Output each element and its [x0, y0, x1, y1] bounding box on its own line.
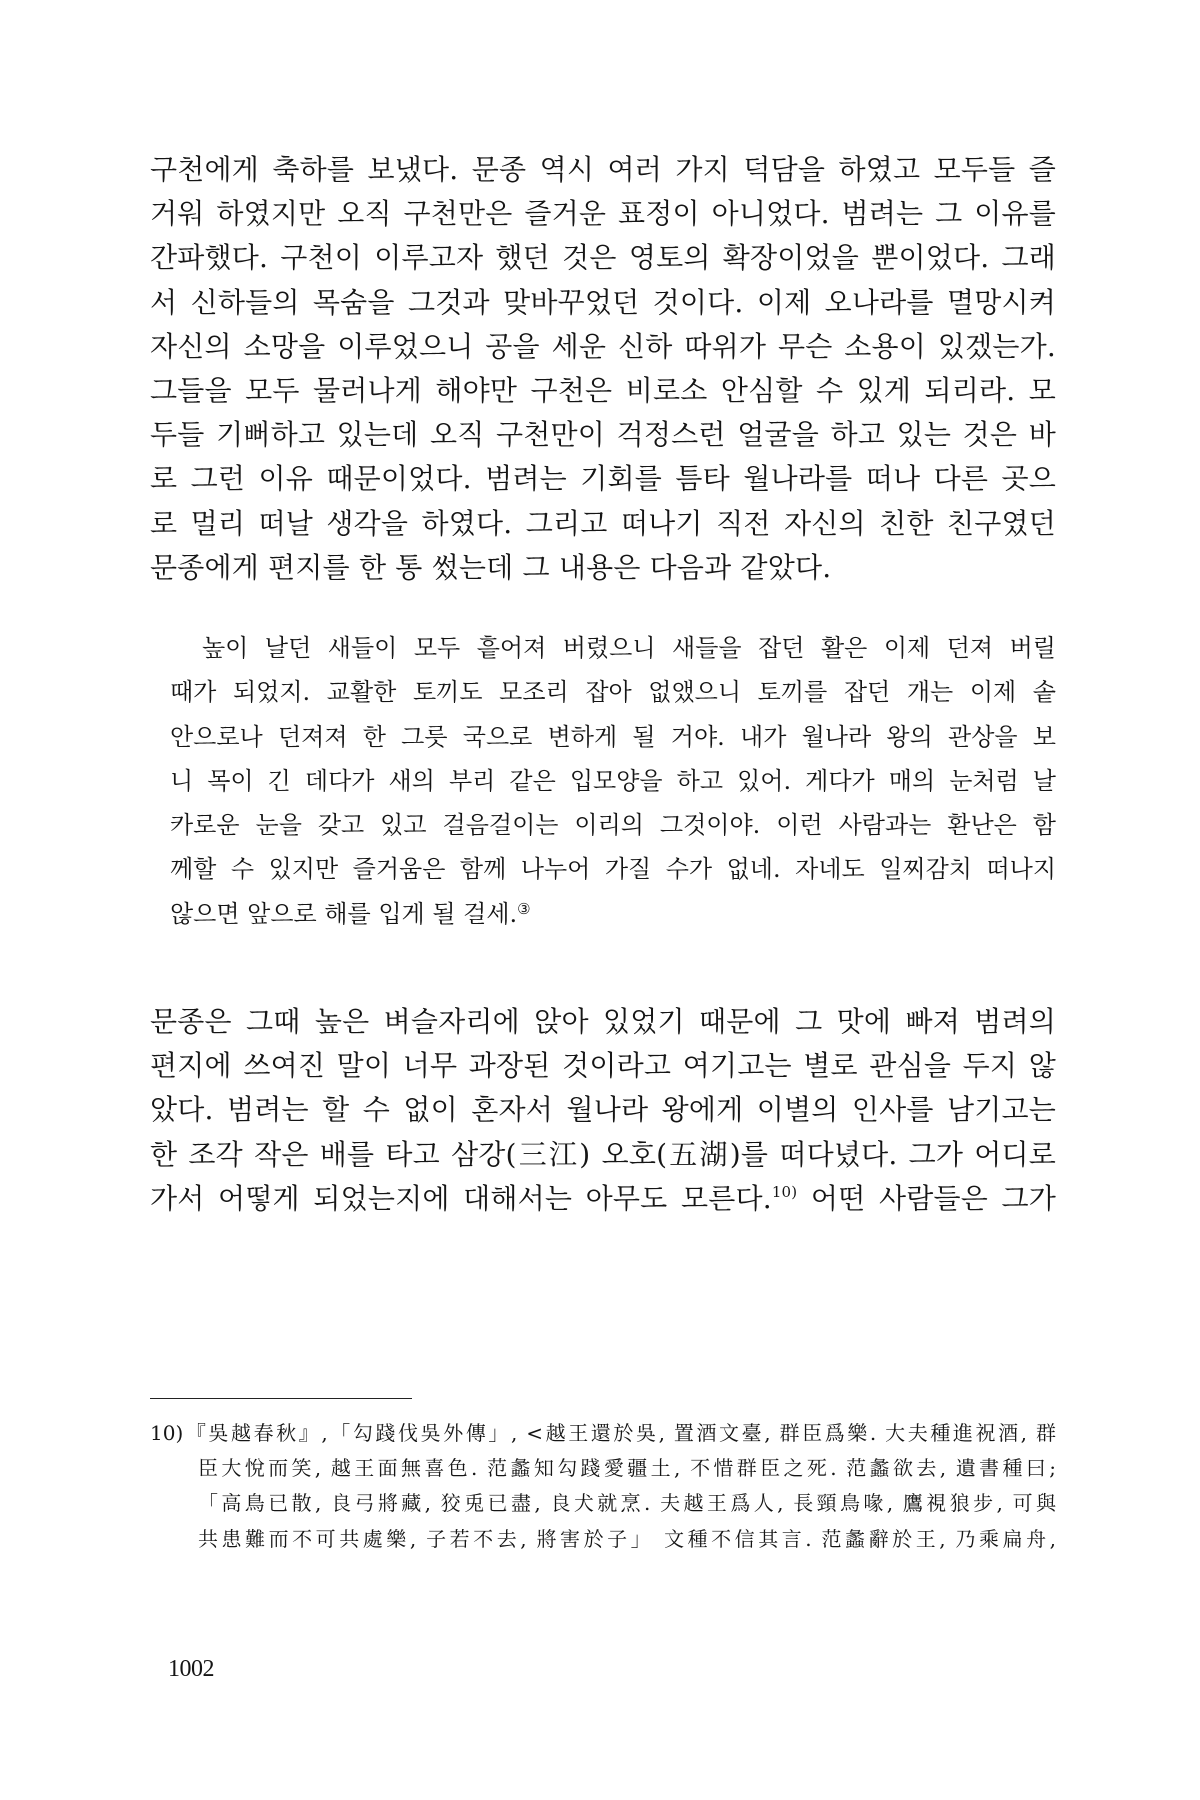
quote-line: 께할 수 있지만 즐거움은 함께 나누어 가질 수가 없네. 자네도 일찌감치 떠나지	[170, 855, 1056, 884]
text-line: 자신의 소망을 이루었으니 공을 세운 신하 따위가 무슨 소용이 있겠는가.	[150, 329, 1056, 363]
text-line: 로 그런 이유 때문이었다. 범려는 기회를 틈타 월나라를 떠나 다른 곳으	[150, 462, 1056, 496]
text-line: 거워 하였지만 오직 구천만은 즐거운 표정이 아니었다. 범려는 그 이유를	[150, 197, 1056, 231]
footnote-line: 「高鳥已散, 良弓將藏, 狡兎已盡, 良犬就烹. 夫越王爲人, 長頸鳥喙, 鷹視狼步, 可與	[198, 1491, 1056, 1516]
quote-line: 때가 되었지. 교활한 토끼도 모조리 잡아 없앴으니 토끼를 잡던 개는 이제 솥	[170, 678, 1056, 707]
page-number: 1002	[168, 1656, 214, 1682]
footnote-reference[interactable]: 10)	[771, 1182, 798, 1201]
footnote-block	[150, 1416, 1056, 1557]
footnote-line: 10)『吳越春秋』,「勾踐伐吳外傳」, <越王還於吳, 置酒文臺, 群臣爲樂. 大夫種進祝酒, 群	[150, 1421, 1056, 1445]
footnote-line: 共患難而不可共處樂, 子若不去, 將害於子」 文種不信其言. 范蠡辭於王, 乃乘扁舟,	[198, 1526, 1056, 1551]
text-line: 서 신하들의 목숨을 그것과 맞바꾸었던 것이다. 이제 오나라를 멸망시켜	[150, 285, 1056, 319]
body-paragraph-2	[150, 1000, 1056, 1221]
body-paragraph-1	[150, 148, 1056, 590]
text-line: 한 조각 작은 배를 타고 삼강(三江) 오호(五湖)를 떠다녔다. 그가 어디로	[150, 1137, 1056, 1171]
quote-line: 카로운 눈을 갖고 있고 걸음걸이는 이리의 그것이야. 이런 사람과는 환난은 함	[170, 811, 1056, 840]
quote-line: 니 목이 긴 데다가 새의 부리 같은 입모양을 하고 있어. 게다가 매의 눈처럼 날	[170, 766, 1056, 795]
text-line: 간파했다. 구천이 이루고자 했던 것은 영토의 확장이었을 뿐이었다. 그래	[150, 241, 1056, 275]
footnote-line: 臣大悅而笑, 越王面無喜色. 范蠡知勾踐愛疆土, 不惜群臣之死. 范蠡欲去, 遺書種曰;	[198, 1456, 1056, 1481]
text-line: 두들 기뻐하고 있는데 오직 구천만이 걱정스런 얼굴을 하고 있는 것은 바	[150, 418, 1056, 452]
text: 어떤 사람들은 그가	[797, 1181, 1056, 1215]
text-line: 그들을 모두 물러나게 해야만 구천은 비로소 안심할 수 있게 되리라. 모	[150, 373, 1056, 407]
quote-line: 높이 날던 새들이 모두 흩어져 버렸으니 새들을 잡던 활은 이제 던져 버릴	[202, 634, 1056, 662]
text-line: 문종은 그때 높은 벼슬자리에 앉아 있었기 때문에 그 맛에 빠져 범려의	[150, 1005, 1056, 1038]
footnote-divider	[150, 1398, 412, 1399]
text-line-with-footnote	[150, 1177, 1056, 1221]
text: 가서 어떻게 되었는지에 대해서는 아무도 모른다.	[150, 1181, 772, 1215]
text-line: 로 멀리 떠날 생각을 하였다. 그리고 떠나기 직전 자신의 친한 친구였던	[150, 506, 1056, 540]
text-line: 구천에게 축하를 보냈다. 문종 역시 여러 가지 덕담을 하였고 모두들 즐	[150, 153, 1056, 186]
quote-line-last	[170, 892, 1056, 936]
text-line: 문종에게 편지를 한 통 썼는데 그 내용은 다음과 같았다.	[150, 550, 832, 584]
text-line: 았다. 범려는 할 수 없이 혼자서 월나라 왕에게 이별의 인사를 남기고는	[150, 1093, 1056, 1127]
text-line: 편지에 쓰여진 말이 너무 과장된 것이라고 여기고는 별로 관심을 두지 않	[150, 1049, 1056, 1083]
circled-note-marker: ③	[517, 899, 531, 918]
block-quote	[170, 626, 1056, 936]
quote-line: 안으로나 던져져 한 그릇 국으로 변하게 될 거야. 내가 월나라 왕의 관상을 보	[170, 722, 1056, 751]
quote-text: 않으면 앞으로 해를 입게 될 걸세.	[170, 899, 518, 928]
